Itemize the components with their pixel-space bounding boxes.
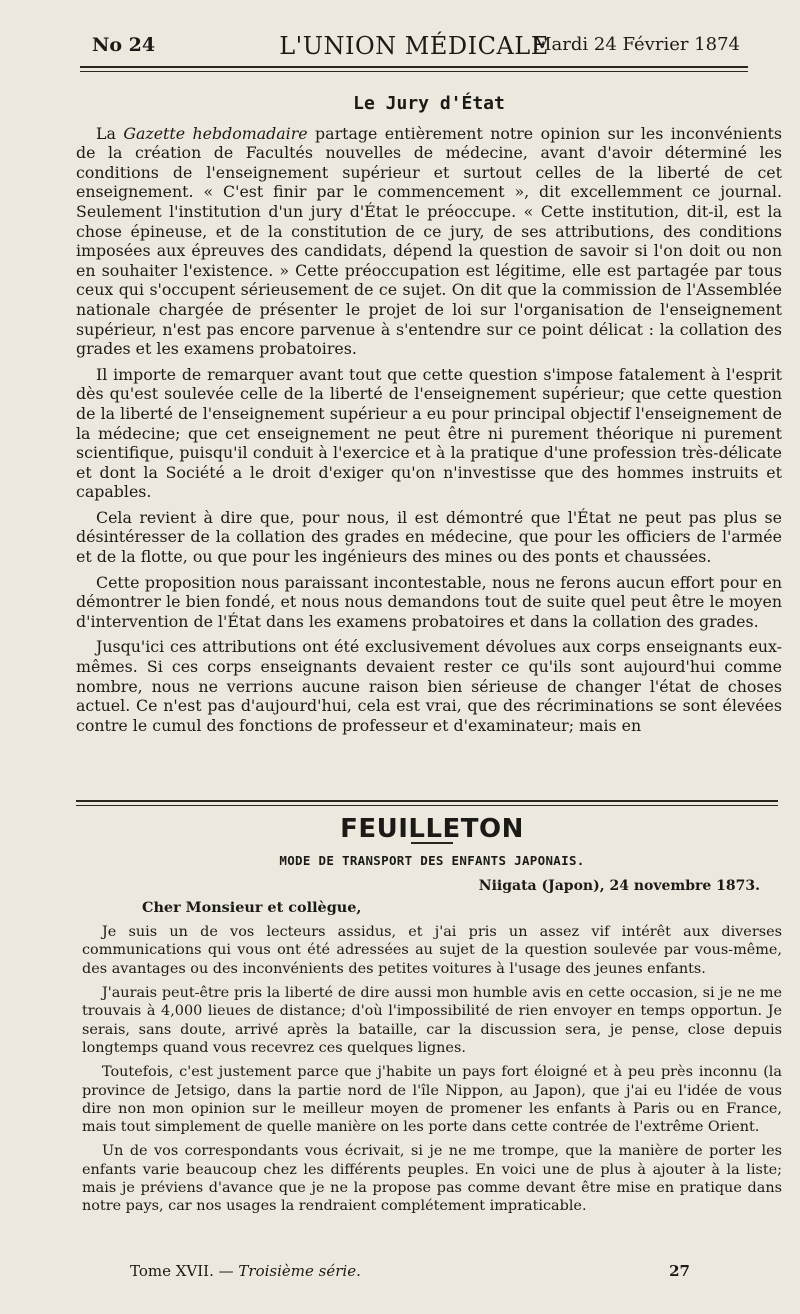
issue-number: No 24 [92,34,156,56]
p1-start: La [96,123,124,143]
feuilleton-heading: FEUILLETON [340,814,524,844]
letter-salutation: Cher Monsieur et collègue, [142,898,362,916]
feuilleton-paragraph-3: Toutefois, c'est justement parce que j'habite un pays fort éloigné et à peu près inconnu (la province de Jetsigo, dans la partie nord de l'île Nippon, au Japon), que j'ai eu l'idée de vous dire non mon opinion sur le meilleur moyen de promener les enfants à Paris ou en France, mais tout simplement de quelle manière on les porte dans cette contrée de l'extrême Orient. [82,1064,782,1136]
article-paragraph-2: Il importe de remarquer avant tout que cette question s'impose fatalement à l'esprit dès qu'est soulevée celle de la liberté de l'enseignement supérieur; que cette question de la liberté de l'enseignement supérieur a eu pour principal objectif l'enseignement de la médecine; que cet enseignement ne peut être ni purement théorique ni purement scientifique, puisqu'il conduit à l'exercice et à la pratique d'une profession très-délicate et dont la Société a le droit d'exiger qu'on n'investisse que des hommes instruits et capables. [76,364,782,502]
feuilleton-separator [76,800,778,802]
page-number: 27 [669,1262,690,1280]
article-paragraph-3: Cela revient à dire que, pour nous, il est démontré que l'État ne peut pas plus se désintéresser de la collation des grades en médecine, que pour les officiers de l'armée et de la flotte, ou que pour les ingénieurs des mines ou des ponts et chaussées. [76,507,782,567]
journal-title: L'UNION MÉDICALE [279,32,549,60]
masthead [88,32,740,62]
series-label: Troisième série. [238,1262,361,1280]
journal-name: Gazette hebdomadaire [123,123,308,143]
feuilleton-paragraph-4: Un de vos correspondants vous écrivait, si je ne me trompe, que la manière de porter les enfants varie beaucoup chez les différents peuples. En voici une de plus à ajouter à la liste; mais je préviens d'avance que je ne la propose pas comme devant être mise en pratique dans notre pays, car nos usages la rendraient complétement impraticable. [82,1143,782,1215]
feuilleton-paragraph-1: Je suis un de vos lecteurs assidus, et j'ai pris un assez vif intérêt aux diverses communications qui vous ont été adressées au sujet de la question soulevée par vous-même, des avantages ou des inconvénients des petites voitures à l'usage des jeunes enfants. [82,924,782,977]
feuilleton-subtitle: MODE DE TRANSPORT DES ENFANTS JAPONAIS. [279,853,585,869]
main-article [76,94,782,741]
article-paragraph-4: Cette proposition nous paraissant incontestable, nous ne ferons aucun effort pour en démontrer le bien fondé, et nous nous demandons tout de suite quel peut être le moyen d'intervention de l'État dans les examens probatoires et dans la collation des grades. [76,572,782,631]
header-rule [80,66,748,68]
feuilleton-separator-thin [76,805,778,806]
feuilleton-section [82,814,782,1222]
header-rule-thin [80,71,748,72]
issue-date: Mardi 24 Février 1874 [533,34,740,55]
tome-label [130,1262,361,1280]
p1-rest: partage entièrement notre opinion sur les inconvénients de la création de Facultés nouvelles de médecine, avant d'avoir déterminé les conditions de l'enseignement supérieur et surtout celles de la liberté de cet enseignement. « C'est finir par le commencement », dit excellemment ce journal. Seulement l'institution d'un jury d'État le préoccupe. « Cette institution, dit-il, est la chose épineuse, et de la constitution de ce jury, de ses attributions, des conditions imposées aux épreuves des candidats, dépend la question de savoir si l'on doit ou non en souhaiter l'existence. » Cette préoccupation est légitime, elle est partagée par tous ceux qui s'occupent sérieusement de ce sujet. On dit que la commission de l'Assemblée nationale chargée de présenter le projet de loi sur l'organisation de l'enseignement supérieur, n'est pas encore parvenue à s'entendre sur ce point délicat : la collation des grades et les examens probatoires. [76,123,782,359]
tome-number: Tome XVII. — [130,1262,239,1280]
article-paragraph-1 [76,124,782,359]
feuilleton-paragraph-2: J'aurais peut-être pris la liberté de dire aussi mon humble avis en cette occasion, si je ne me trouvais à 4,000 lieues de distance; d'où l'impossibilité de rien envoyer en temps opportun. Je serais, sans doute, arrivé après la bataille, car la discussion sera, je pense, close depuis longtemps quand vous recevrez ces quelques lignes. [82,985,782,1056]
article-paragraph-5: Jusqu'ici ces attributions ont été exclusivement dévolues aux corps enseignants eux-mêmes. Si ces corps enseignants devaient rester ce qu'ils sont aujourd'hui comme nombre, nous ne verrions aucune raison bien sérieuse de changer l'état de choses actuel. Ce n'est pas d'aujourd'hui, cela est vrai, que des récriminations se sont élevées contre le cumul des fonctions de professeur et d'examinateur; mais en [76,637,782,735]
article-title: Le Jury d'État [353,93,505,114]
letter-dateline: Niigata (Japon), 24 novembre 1873. [478,877,760,894]
